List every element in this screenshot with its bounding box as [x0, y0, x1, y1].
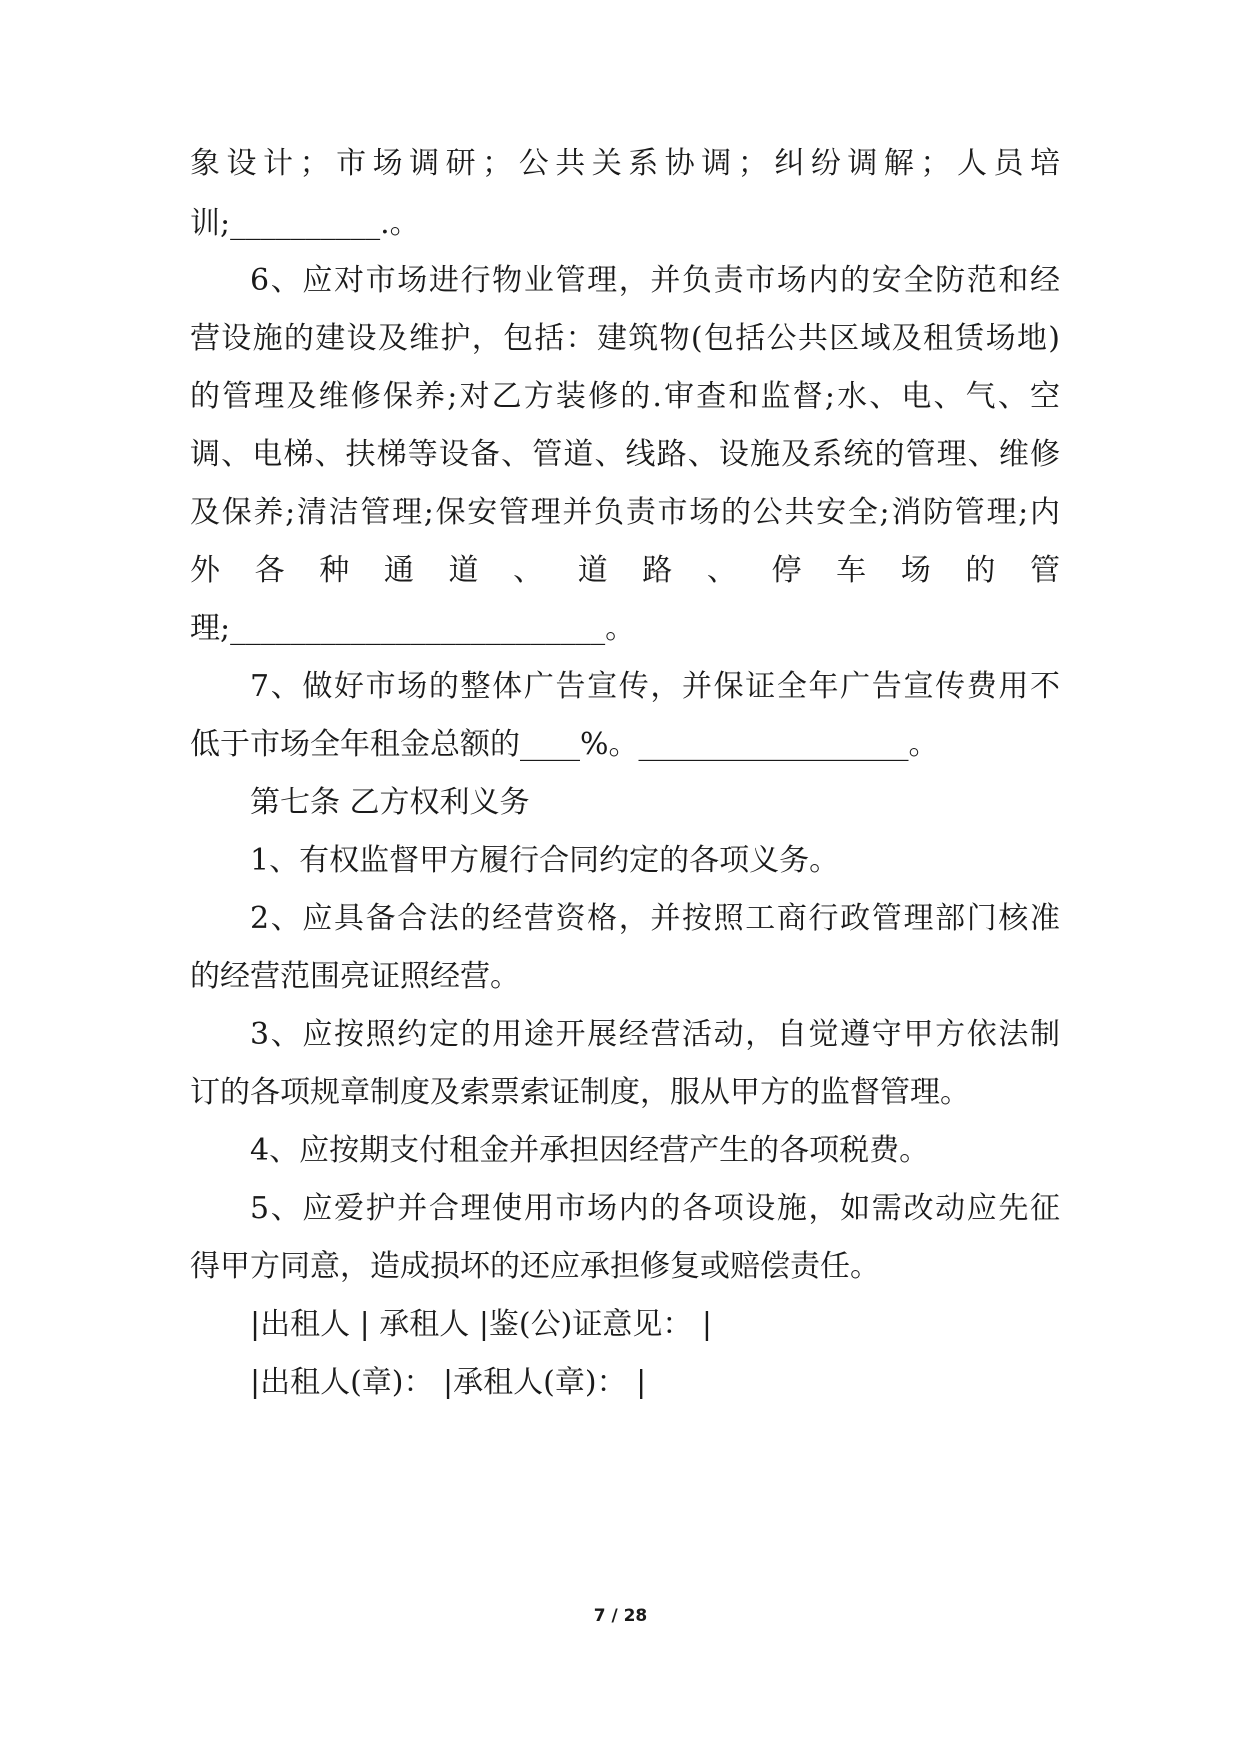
text-line-6: 调、电梯、扶梯等设备、管道、线路、设施及系统的管理、维修	[190, 437, 1060, 472]
text-line-16: 3、应按照约定的用途开展经营活动，自觉遵守甲方依法制	[250, 1017, 1060, 1052]
signature-row-1: |出租人 | 承租人 |鉴(公)证意见： |	[250, 1307, 712, 1342]
text-line-9: 理;_________________________。	[190, 611, 636, 646]
text-line-5: 的管理及维修保养;对乙方装修的.审查和监督;水、电、气、空	[190, 379, 1060, 414]
text-line-1: 象设计；市场调研；公共关系协调；纠纷调解；人员培	[190, 146, 1060, 181]
text-line-2: 训;__________.。	[190, 206, 420, 241]
text-line-8: 外各种通道、道路、停车场的管	[190, 553, 1060, 588]
text-line-13: 1、有权监督甲方履行合同约定的各项义务。	[250, 843, 840, 878]
text-line-7: 及保养;清洁管理;保安管理并负责市场的公共安全;消防管理;内	[190, 495, 1060, 530]
text-line-11: 低于市场全年租金总额的____%。__________________。	[190, 727, 939, 762]
text-line-10: 7、做好市场的整体广告宣传，并保证全年广告宣传费用不	[250, 669, 1060, 704]
text-line-3: 6、应对市场进行物业管理，并负责市场内的安全防范和经	[250, 263, 1060, 298]
signature-row-2: |出租人(章)： |承租人(章)： |	[250, 1365, 647, 1400]
text-line-14: 2、应具备合法的经营资格，并按照工商行政管理部门核准	[250, 901, 1060, 936]
text-line-15: 的经营范围亮证照经营。	[190, 959, 520, 994]
text-line-18: 4、应按期支付租金并承担因经营产生的各项税费。	[250, 1133, 930, 1168]
text-line-4: 营设施的建设及维护，包括：建筑物(包括公共区域及租赁场地)	[190, 321, 1060, 356]
text-line-17: 订的各项规章制度及索票索证制度，服从甲方的监督管理。	[190, 1075, 970, 1110]
text-line-19: 5、应爱护并合理使用市场内的各项设施，如需改动应先征	[250, 1191, 1060, 1226]
text-line-20: 得甲方同意，造成损坏的还应承担修复或赔偿责任。	[190, 1249, 880, 1284]
page-number: 7 / 28	[593, 1606, 648, 1626]
section-heading: 第七条 乙方权利义务	[250, 785, 530, 820]
